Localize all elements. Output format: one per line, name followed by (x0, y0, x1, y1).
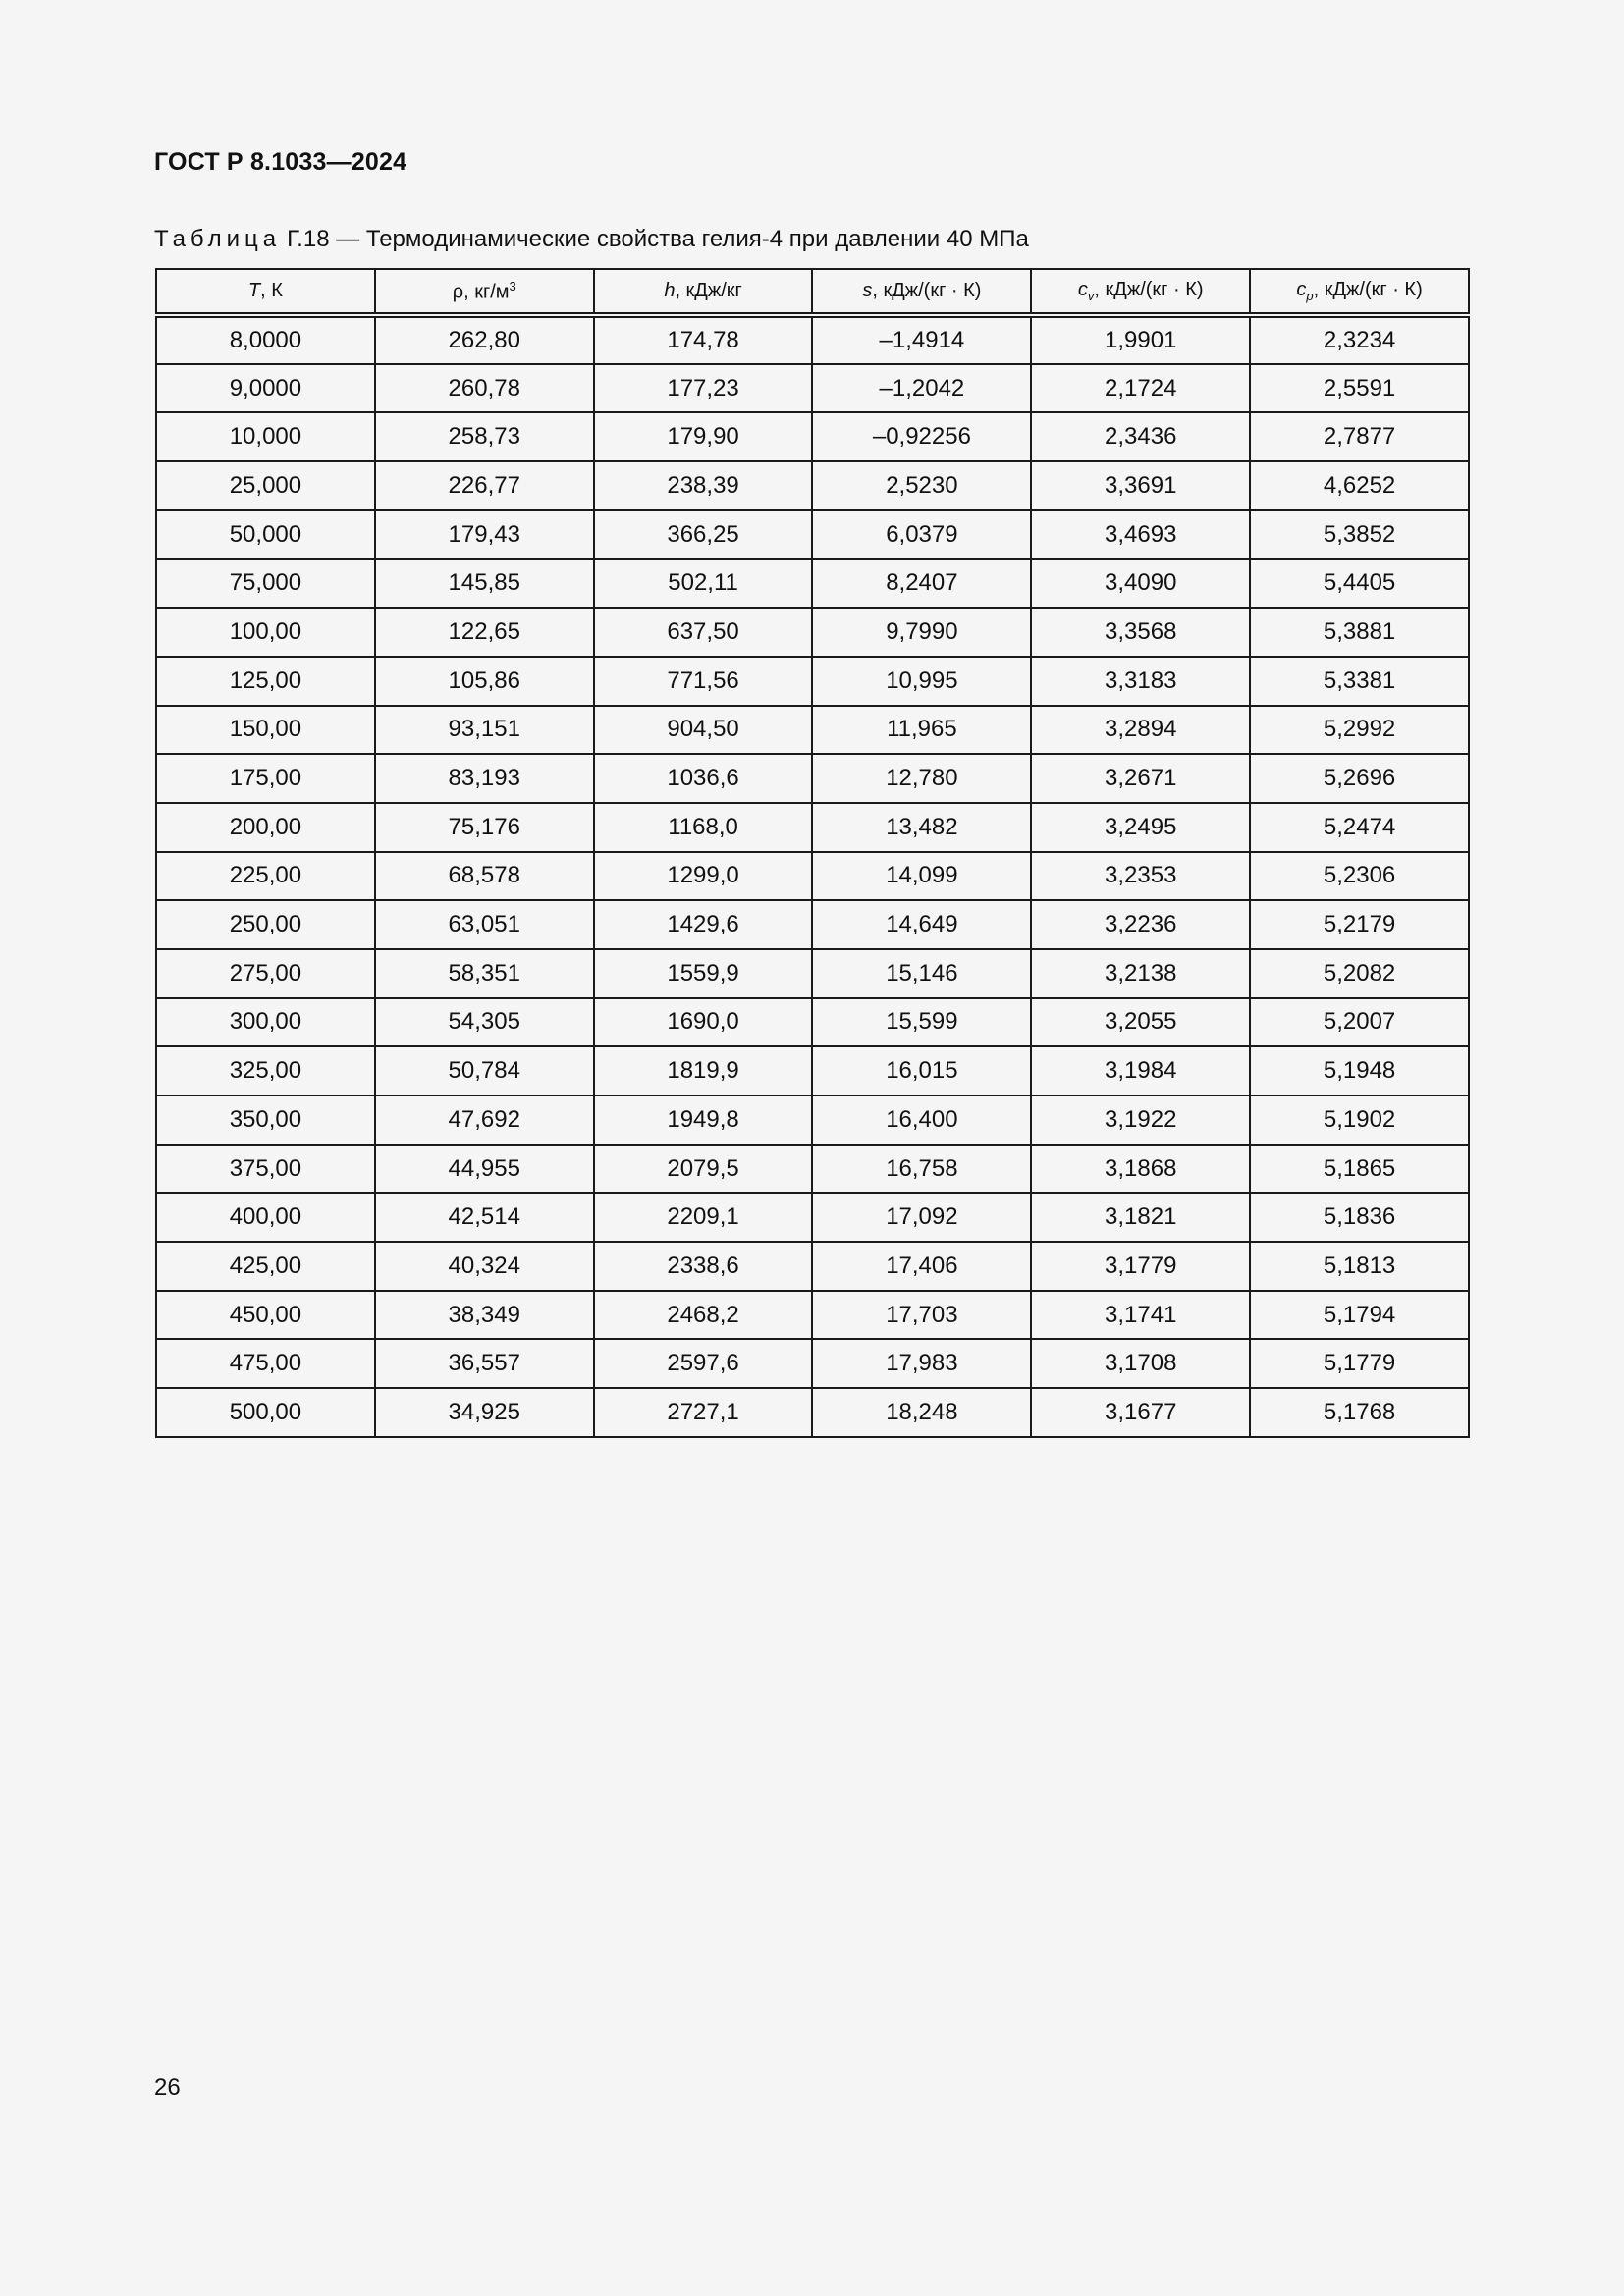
cell-temperature: 100,00 (156, 608, 375, 657)
header-cv (1031, 269, 1250, 315)
cell-entropy: –1,4914 (812, 315, 1031, 364)
table-row (156, 1388, 1469, 1437)
cell-temperature: 425,00 (156, 1242, 375, 1291)
cell-entropy: 17,983 (812, 1339, 1031, 1388)
page-number: 26 (154, 2074, 181, 2101)
cell-enthalpy: 238,39 (594, 461, 813, 510)
document-header: ГОСТ Р 8.1033—2024 (154, 148, 407, 176)
cell-entropy: 16,758 (812, 1145, 1031, 1194)
header-cp (1250, 269, 1469, 315)
cell-density: 68,578 (375, 852, 594, 901)
cell-temperature: 25,000 (156, 461, 375, 510)
cell-cp: 5,3381 (1250, 657, 1469, 706)
cell-temperature: 75,000 (156, 559, 375, 608)
cell-enthalpy: 2209,1 (594, 1193, 813, 1242)
cell-density: 145,85 (375, 559, 594, 608)
cell-cv: 3,1779 (1031, 1242, 1250, 1291)
thermodynamic-properties-table (155, 268, 1470, 1438)
cell-temperature: 475,00 (156, 1339, 375, 1388)
table-row (156, 461, 1469, 510)
cell-cv: 2,3436 (1031, 412, 1250, 461)
header-symbol: T (247, 280, 261, 301)
table-row (156, 706, 1469, 755)
table-row (156, 657, 1469, 706)
header-unit: , К (260, 280, 283, 301)
cell-cv: 3,2138 (1031, 949, 1250, 998)
cell-enthalpy: 2727,1 (594, 1388, 813, 1437)
cell-entropy: 11,965 (812, 706, 1031, 755)
table-row (156, 1145, 1469, 1194)
cell-temperature: 200,00 (156, 803, 375, 852)
cell-density: 54,305 (375, 998, 594, 1047)
cell-density: 258,73 (375, 412, 594, 461)
cell-enthalpy: 2338,6 (594, 1242, 813, 1291)
cell-enthalpy: 771,56 (594, 657, 813, 706)
cell-enthalpy: 1168,0 (594, 803, 813, 852)
cell-temperature: 225,00 (156, 852, 375, 901)
cell-entropy: 14,099 (812, 852, 1031, 901)
table-caption-text: Г.18 — Термодинамические свойства гелия-4 при давлении 40 МПа (287, 226, 1029, 252)
cell-entropy: –0,92256 (812, 412, 1031, 461)
table-row (156, 364, 1469, 413)
cell-enthalpy: 1949,8 (594, 1095, 813, 1145)
cell-entropy: 10,995 (812, 657, 1031, 706)
cell-density: 38,349 (375, 1291, 594, 1340)
cell-cp: 5,2179 (1250, 900, 1469, 949)
cell-entropy: 15,599 (812, 998, 1031, 1047)
cell-cp: 2,5591 (1250, 364, 1469, 413)
cell-temperature: 450,00 (156, 1291, 375, 1340)
cell-temperature: 275,00 (156, 949, 375, 998)
cell-entropy: 14,649 (812, 900, 1031, 949)
cell-cp: 5,3881 (1250, 608, 1469, 657)
cell-temperature: 250,00 (156, 900, 375, 949)
cell-cp: 2,7877 (1250, 412, 1469, 461)
table-row (156, 412, 1469, 461)
table-row (156, 852, 1469, 901)
cell-cp: 5,1779 (1250, 1339, 1469, 1388)
cell-cv: 3,1922 (1031, 1095, 1250, 1145)
cell-density: 36,557 (375, 1339, 594, 1388)
cell-temperature: 8,0000 (156, 315, 375, 364)
cell-cp: 5,2696 (1250, 754, 1469, 803)
cell-temperature: 325,00 (156, 1046, 375, 1095)
cell-cp: 5,2082 (1250, 949, 1469, 998)
table-row (156, 559, 1469, 608)
table-row (156, 510, 1469, 560)
cell-cv: 3,2894 (1031, 706, 1250, 755)
cell-cp: 5,2992 (1250, 706, 1469, 755)
cell-cv: 3,3183 (1031, 657, 1250, 706)
cell-temperature: 50,000 (156, 510, 375, 560)
cell-density: 34,925 (375, 1388, 594, 1437)
cell-enthalpy: 1429,6 (594, 900, 813, 949)
cell-cp: 5,1813 (1250, 1242, 1469, 1291)
cell-cp: 2,3234 (1250, 315, 1469, 364)
cell-entropy: 15,146 (812, 949, 1031, 998)
table-row (156, 754, 1469, 803)
cell-entropy: 17,092 (812, 1193, 1031, 1242)
cell-cv: 3,2671 (1031, 754, 1250, 803)
table-row (156, 1046, 1469, 1095)
cell-cp: 5,4405 (1250, 559, 1469, 608)
cell-cp: 5,1902 (1250, 1095, 1469, 1145)
table-row (156, 998, 1469, 1047)
table-caption-prefix: Таблица (154, 226, 282, 252)
cell-density: 40,324 (375, 1242, 594, 1291)
cell-enthalpy: 1819,9 (594, 1046, 813, 1095)
cell-cp: 4,6252 (1250, 461, 1469, 510)
cell-cv: 3,4090 (1031, 559, 1250, 608)
cell-enthalpy: 2079,5 (594, 1145, 813, 1194)
cell-density: 58,351 (375, 949, 594, 998)
cell-cp: 5,2306 (1250, 852, 1469, 901)
cell-cv: 3,1741 (1031, 1291, 1250, 1340)
header-superscript: 3 (509, 278, 516, 294)
table-row (156, 1095, 1469, 1145)
header-symbol: c (1077, 279, 1088, 300)
cell-cv: 3,2495 (1031, 803, 1250, 852)
header-symbol: c (1296, 279, 1307, 300)
cell-enthalpy: 904,50 (594, 706, 813, 755)
cell-cv: 3,1868 (1031, 1145, 1250, 1194)
cell-density: 63,051 (375, 900, 594, 949)
cell-cv: 3,1708 (1031, 1339, 1250, 1388)
table-row (156, 1193, 1469, 1242)
cell-entropy: –1,2042 (812, 364, 1031, 413)
cell-density: 47,692 (375, 1095, 594, 1145)
header-symbol: h (664, 280, 676, 301)
cell-enthalpy: 2468,2 (594, 1291, 813, 1340)
cell-cp: 5,1794 (1250, 1291, 1469, 1340)
header-subscript: p (1306, 289, 1314, 303)
cell-enthalpy: 1299,0 (594, 852, 813, 901)
cell-enthalpy: 637,50 (594, 608, 813, 657)
table-row (156, 803, 1469, 852)
header-density (375, 269, 594, 315)
cell-temperature: 400,00 (156, 1193, 375, 1242)
cell-cv: 1,9901 (1031, 315, 1250, 364)
cell-density: 75,176 (375, 803, 594, 852)
cell-density: 105,86 (375, 657, 594, 706)
cell-cv: 3,2236 (1031, 900, 1250, 949)
cell-density: 179,43 (375, 510, 594, 560)
table-row (156, 1242, 1469, 1291)
table-row (156, 949, 1469, 998)
cell-temperature: 10,000 (156, 412, 375, 461)
header-symbol: ρ (452, 281, 464, 303)
header-symbol: s (862, 280, 873, 301)
cell-cp: 5,1768 (1250, 1388, 1469, 1437)
cell-density: 44,955 (375, 1145, 594, 1194)
table-caption (154, 226, 1029, 253)
header-entropy (812, 269, 1031, 315)
header-temperature (156, 269, 375, 315)
header-unit: , кДж/кг (675, 280, 742, 301)
cell-entropy: 13,482 (812, 803, 1031, 852)
cell-density: 83,193 (375, 754, 594, 803)
cell-density: 122,65 (375, 608, 594, 657)
cell-entropy: 9,7990 (812, 608, 1031, 657)
cell-enthalpy: 1690,0 (594, 998, 813, 1047)
cell-density: 50,784 (375, 1046, 594, 1095)
cell-temperature: 125,00 (156, 657, 375, 706)
cell-temperature: 9,0000 (156, 364, 375, 413)
cell-enthalpy: 1559,9 (594, 949, 813, 998)
cell-cp: 5,1948 (1250, 1046, 1469, 1095)
cell-cv: 3,1984 (1031, 1046, 1250, 1095)
cell-temperature: 500,00 (156, 1388, 375, 1437)
table-row (156, 608, 1469, 657)
cell-cp: 5,3852 (1250, 510, 1469, 560)
cell-cv: 3,3568 (1031, 608, 1250, 657)
cell-temperature: 300,00 (156, 998, 375, 1047)
cell-entropy: 6,0379 (812, 510, 1031, 560)
cell-cv: 3,2055 (1031, 998, 1250, 1047)
header-enthalpy (594, 269, 813, 315)
cell-temperature: 350,00 (156, 1095, 375, 1145)
cell-density: 260,78 (375, 364, 594, 413)
cell-cv: 3,1677 (1031, 1388, 1250, 1437)
header-unit: , кДж/(кг · К) (1094, 279, 1204, 300)
cell-entropy: 16,015 (812, 1046, 1031, 1095)
cell-enthalpy: 177,23 (594, 364, 813, 413)
cell-cv: 3,4693 (1031, 510, 1250, 560)
table-row (156, 900, 1469, 949)
cell-enthalpy: 174,78 (594, 315, 813, 364)
cell-cv: 3,2353 (1031, 852, 1250, 901)
cell-density: 42,514 (375, 1193, 594, 1242)
cell-temperature: 150,00 (156, 706, 375, 755)
table-body (156, 315, 1469, 1437)
cell-entropy: 17,406 (812, 1242, 1031, 1291)
cell-density: 226,77 (375, 461, 594, 510)
cell-cp: 5,2007 (1250, 998, 1469, 1047)
table-row (156, 1291, 1469, 1340)
cell-temperature: 375,00 (156, 1145, 375, 1194)
cell-entropy: 12,780 (812, 754, 1031, 803)
cell-density: 93,151 (375, 706, 594, 755)
cell-entropy: 2,5230 (812, 461, 1031, 510)
cell-cv: 3,3691 (1031, 461, 1250, 510)
cell-enthalpy: 179,90 (594, 412, 813, 461)
cell-temperature: 175,00 (156, 754, 375, 803)
cell-enthalpy: 366,25 (594, 510, 813, 560)
table-row (156, 1339, 1469, 1388)
cell-enthalpy: 1036,6 (594, 754, 813, 803)
header-unit: , кг/м (463, 281, 510, 303)
cell-entropy: 17,703 (812, 1291, 1031, 1340)
header-subscript: v (1087, 289, 1095, 303)
table-row (156, 315, 1469, 364)
cell-entropy: 16,400 (812, 1095, 1031, 1145)
cell-enthalpy: 2597,6 (594, 1339, 813, 1388)
cell-cp: 5,1865 (1250, 1145, 1469, 1194)
cell-cp: 5,1836 (1250, 1193, 1469, 1242)
cell-density: 262,80 (375, 315, 594, 364)
header-unit: , кДж/(кг · К) (872, 280, 982, 301)
cell-cv: 2,1724 (1031, 364, 1250, 413)
table-header-row (156, 269, 1469, 315)
cell-cv: 3,1821 (1031, 1193, 1250, 1242)
cell-enthalpy: 502,11 (594, 559, 813, 608)
cell-cp: 5,2474 (1250, 803, 1469, 852)
header-unit: , кДж/(кг · К) (1313, 279, 1423, 300)
cell-entropy: 8,2407 (812, 559, 1031, 608)
cell-entropy: 18,248 (812, 1388, 1031, 1437)
